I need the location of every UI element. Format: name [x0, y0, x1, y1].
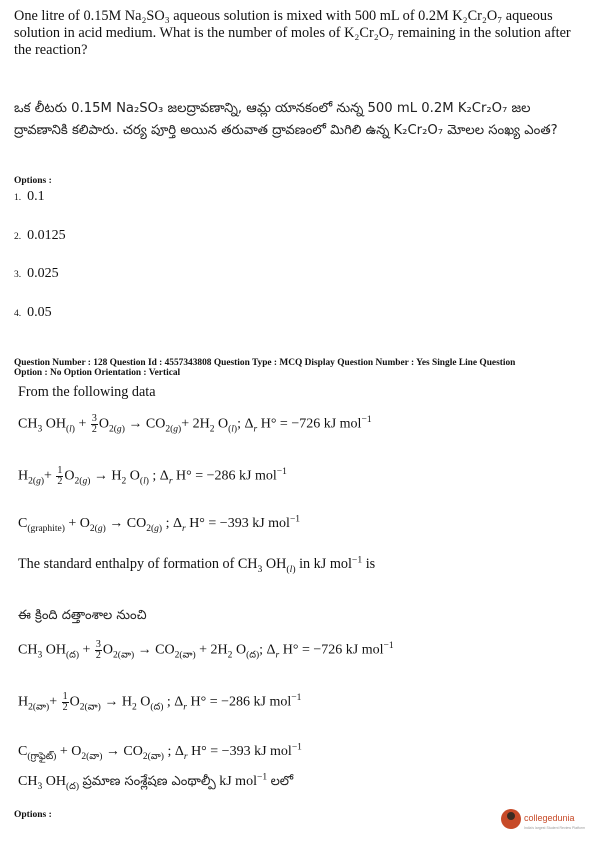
option-text: 0.025 — [27, 266, 59, 281]
question2-telugu: $CH_3$ $OH_{(ద)}$ ప్రమాణ సంశ్లేషణ ఎంథాల్పీ kJ mol$^{-1}$ లలో — [18, 772, 294, 792]
option-text: 0.05 — [27, 305, 52, 320]
logo-name: collegedunia — [524, 813, 575, 823]
option-text: 0.0125 — [27, 228, 66, 243]
question1-english: One litre of 0.15M Na₂SO₃ aqueous solution is mixed with 500 mL of 0.2M K₂Cr₂O₇ aqueous solution in acid medium. What is the number of moles of K₂Cr₂O₇ remaining in the solution after the reaction? — [14, 8, 571, 58]
equation-1-telugu: $CH_3$ $OH_{(ద)}$ + $\frac{3}{2}$ $O_{2(వా)} \to CO_{2(వా)} + 2H_2$ $O_{(ద)}$; $\Delta_r$ H° = −726 kJ mol$^{-1}$ — [18, 639, 394, 661]
options-label-2: Options : — [14, 810, 52, 820]
question2-english: The standard enthalpy of formation of $CH_3$ $OH_{(l)}$ in kJ mol$^{-1}$ is — [18, 554, 376, 575]
meta-line-1: Question Number : 128 Question Id : 4557343808 Question Type : MCQ Display Question Number : Yes Single Line Question — [14, 358, 516, 368]
option-4[interactable] — [14, 305, 52, 321]
logo-tagline: India's largest Student Review Platform — [524, 826, 585, 830]
option-number: 1. — [14, 193, 22, 203]
option-number: 2. — [14, 232, 22, 242]
collegedunia-logo — [501, 808, 585, 830]
equation-3-telugu: $C_{(గ్రాఫైట్)} + O_{2(వా)} \to CO_{2(వా)}$ ; $\Delta_r$ H° = −393 kJ mol$^{-1}$ — [18, 742, 302, 762]
collegedunia-logo-icon — [501, 809, 521, 829]
meta-line-2: Option : No Option Orientation : Vertical — [14, 368, 181, 378]
intro-telugu: ఈ క్రింది దత్తాంశాల నుంచి — [18, 608, 147, 623]
question-metadata — [14, 358, 584, 378]
question1-telugu: ఒక లీటరు 0.15M Na₂SO₃ జలద్రావణాన్ని, ఆమ్ల యానకంలో నున్న 500 mL 0.2M K₂Cr₂O₇ జల ద్రావణానికి కలిపారు. చర్య పూర్తి అయిన తరువాత ద్రావణంలో మిగిలి ఉన్న K₂Cr₂O₇ మోలల సంఖ్య ఎంత? — [14, 101, 558, 138]
intro-english: From the following data — [18, 384, 156, 400]
option-number: 4. — [14, 309, 22, 319]
equation-2-telugu: $H_{2(వా)}+$ $\frac{1}{2}$ $O_{2(వా)} \to H_2$ $O_{(ద)}$ ; $\Delta_r$ H° = −286 kJ mol$^{-1}$ — [18, 691, 302, 713]
equation-2-english: $H_{2(g)}+$ $\frac{1}{2}$ $O_{2(g)} \to H_2$ $O_{(l)}$ ; $\Delta_r$ H° = −286 kJ mol$^{-1}$ — [18, 465, 287, 487]
option-text: 0.1 — [27, 189, 45, 204]
option-number: 3. — [14, 270, 22, 280]
equation-3-english: $C_{(graphite)} + O_{2(g)} \to CO_{2(g)}$ ; $\Delta_r$ H° = −393 kJ mol$^{-1}$ — [18, 514, 301, 534]
options-label: Options : — [14, 176, 52, 186]
equation-1-english: $CH_3$ $OH_{(l)}$ + $\frac{3}{2}$ $O_{2(g)} \to CO_{2(g)}+ 2H_2$ $O_{(l)}$; $\Delta_r$ H° = −726 kJ mol$^{-1}$ — [18, 413, 372, 435]
option-2[interactable] — [14, 228, 66, 244]
option-3[interactable] — [14, 266, 59, 282]
option-1[interactable] — [14, 189, 45, 205]
